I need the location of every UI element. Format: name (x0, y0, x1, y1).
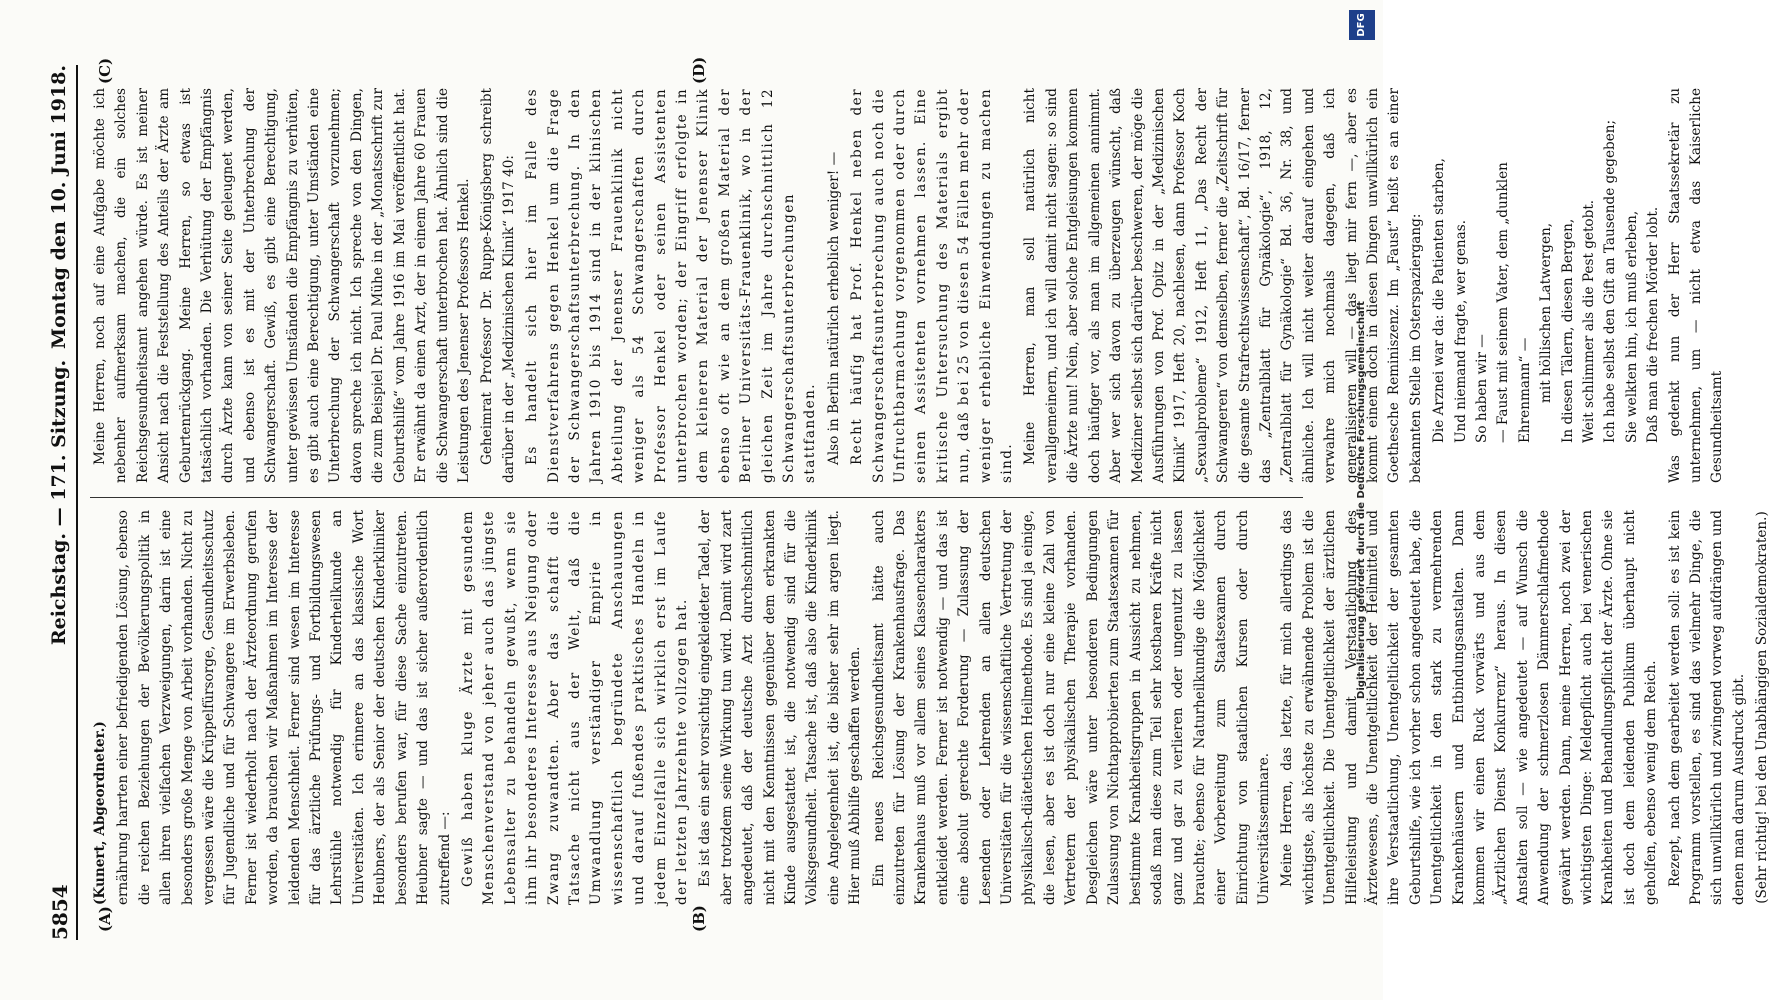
right-column (90, 88, 1726, 483)
margin-marker-a: (A) (96, 906, 114, 932)
poem-line: Weit schlimmer als die Pest getobt. (1581, 199, 1598, 443)
quote-paragraph: Es handelt sich hier im Falle des Dienstverfahrens gegen Henkel um die Frage der Schwangerschaftsunterbrechung. In den Jahren 1910 bis 1914 sind in der klinischen Abteilung der Jenenser Frauenklinik nicht weniger als 54 Schwangerschaften durch Professor Henkel oder seinen Assistenten unterbrochen worden; der Eingriff erfolgte in dem kleineren Material der Jenenser Klinik ebenso oft wie an dem großen Material der Berliner Universitäts-Frauenklinik, wo in der gleichen Zeit im Jahre durchschnittlich 12 Schwangerschaftsunterbrechungen stattfanden. (524, 88, 819, 483)
digitization-credit: Digitalisierung gefördert durch die Deutsche Forschungsgemeinschaft (1356, 301, 1367, 699)
page-number: 5854 (48, 884, 72, 940)
margin-marker-b: (B) (690, 905, 708, 932)
paragraph: Also in Berlin natürlich erheblich weniger! — (825, 151, 842, 465)
poem-line: mit höllischen Latwergen, (1538, 222, 1555, 403)
quote-paragraph: Recht häufig hat Prof. Henkel neben der Schwangerschaftsunterbrechung auch noch die Unfruchtbarmachung vorgenommen oder durch seinen Assistenten vornehmen lassen. Eine kritische Untersuchung des Materials ergibt nun, daß bei 25 von diesen 54 Fällen mehr oder weniger erhebliche Einwendungen zu machen sind. (849, 88, 1016, 483)
poem-line: Und niemand fragte, wer genas. (1452, 219, 1469, 443)
margin-marker-c: (C) (96, 57, 114, 84)
paragraph: Geheimrat Professor Dr. Ruppe-Königsberg schreibt darüber in der „Medizinischen Klinik“ 1917 40: (479, 88, 517, 483)
speaker-name: (Kunert, Abgeordneter.) (92, 721, 108, 905)
paragraph: Es ist das ein sehr vorsichtig eingekleideter Tadel, der aber trotzdem seine Wirkung tun wird. Damit wird zart angedeutet, daß der deutsche Arzt durchschnittlich nicht mit den Kenntnissen gegenüber dem erkrankten Kinde ausgestattet ist, die notwendig sind für die Volksgesundheit. Tatsache ist, daß also die Kinderklinik eine Angelegenheit ist, die bisher sehr im argen liegt. Hier muß Abhilfe geschaffen werden. (697, 510, 864, 905)
poem-line: Daß man die frechen Mörder lobt. (1645, 206, 1662, 443)
margin-marker-d: (D) (690, 56, 708, 84)
paragraph: Meine Herren, noch auf eine Aufgabe möchte ich nebenher aufmerksam machen, die ein solches Reichsgesundheitsamt angehen würde. Es ist meiner Ansicht nach die Feststellung des Anteils der Ärzte am Geburtenrückgang. Meine Herren, so etwas ist tatsächlich vorhanden. Die Verhütung der Empfängnis durch Ärzte kann von seiner Seite geleugnet werden, und ebenso ist es mit der Unterbrechung der Schwangerschaft. Gewiß, es gibt eine Berechtigung, unter gewissen Umständen die Empfängnis zu verhüten, es gibt auch eine Berechtigung, unter Umständen eine Unterbrechung der Schwangerschaft vorzunehmen; davon spreche ich nicht. Ich spreche von den Dingen, die zum Beispiel Dr. Paul Mühe in der „Monatsschrift zur Geburtshilfe“ vom Jahre 1916 im Mai veröffentlicht hat. Er erwähnt da einen Arzt, der in einem Jahre 60 Frauen die Schwangerschaft unterbrochen hat. Ähnlich sind die Leistungen des Jenenser Professors Henkel. (92, 88, 472, 483)
poem-line: Die Arznei war da: die Patienten starben, (1431, 158, 1448, 443)
session-title: Reichstag. — 171. Sitzung. (48, 359, 70, 646)
paragraph: Ein neues Reichsgesundheitsamt hätte auch einzutreten für Lösung der Krankenhausfrage. Das Krankenhaus muß vor allem seines Klassencharakters entkleidet werden. Ferner ist notwendig — und das ist eine absolut gerechte Forderung — Zulassung der Lesenden oder Lehrenden an allen deutschen Universitäten für die wissenschaftliche Vertretung der physikalisch-diätetischen Heilmethode. Es sind ja einige, die lesen, aber es ist doch nur eine kleine Zahl von Vertretern der physikalischen Therapie vorhanden. Desgleichen wäre unter besonderen Bedingungen Zulassung von Nichtapprobierten zum Staatsexamen für bestimmte Krankheitsgruppen in Aussicht zu nehmen, sodaß man diese zum Teil sehr kostbaren Kräfte nicht ganz und gar zu verlieren oder ungenutzt zu lassen brauchte; ebenso für Naturheilkundige die Möglichkeit einer Vorbereitung zum Staatsexamen durch Einrichtung von staatlichen Kursen oder durch Universitätsseminare. (870, 510, 1272, 905)
session-date: Montag den 10. Juni 1918. (48, 65, 70, 349)
poem-line: — Faust mit seinem Vater, dem „dunklen Ehrenmann“ — (1495, 162, 1533, 443)
poem-line: So haben wir — (1474, 334, 1490, 443)
poem-line: Ich habe selbst den Gift an Tausende gegeben; (1602, 119, 1619, 443)
quote-paragraph: Gewiß haben kluge Ärzte mit gesundem Menschenverstand von jeher auch das jüngste Lebensalter zu behandeln gewußt, wenn sie ihm ihr besonderes Interesse aus Neigung oder Zwang zuwandten. Aber das schafft die Tatsache nicht aus der Welt, daß die Umwandlung verständiger Empirie in wissenschaftlich begründete Anschauungen und darauf fußendes praktisches Handeln in jedem Einzelfalle sich wirklich erst im Laufe der letzten Jahrzehnte vollzogen hat. (459, 510, 690, 905)
page-header (40, 65, 78, 940)
applause-note: (Sehr richtig! bei den Unabhängigen Sozialdemokraten.) (1754, 511, 1771, 904)
dfg-logo: DFG (1349, 10, 1375, 40)
column-divider (90, 497, 1303, 498)
paragraph: Was gedenkt nun der Herr Staatssekretär zu unternehmen, um — nicht etwa das Kaiserliche Gesundheitsamt (1666, 88, 1726, 483)
left-column (90, 510, 1771, 905)
paragraph: ernährung harrten einer befriedigenden Lösung, ebenso die reichen Beziehungen der Bevölkerungspolitik in allen ihren vielfachen Verzweigungen, darin ist eine besonders große Menge von Arbeit vorhanden. Nicht zu vergessen wäre die Krüppelfürsorge, Gesundheitsschutz für Jugendliche und für Schwangere im Erwerbsleben. Ferner ist wiederholt nach der Ärzteordnung gerufen worden, da brauchen wir Maßnahmen im Interesse der leidenden Menschheit. Ferner sind wesen im Interesse für das ärztliche Prüfungs- und Fortbildungswesen Lehrstühle notwendig für Kinderheilkunde an Universitäten. Ich erinnere an das klassische Wort Heubners, der als Senior der deutschen Kinderkliniker besonders berufen war, für diese Sache einzutreten. Heubner sagte — und das ist sicher außerordentlich zutreffend —: (115, 510, 453, 905)
poem-line: Sie welkten hin, ich muß erleben, (1623, 210, 1640, 443)
poem-line: In diesen Tälern, diesen Bergen, (1559, 218, 1576, 443)
paragraph: Meine Herren, das letzte, für mich allerdings das wichtigste, als höchste zu erwähnende Problem ist die Unentgeltlichkeit. Die Unentgeltlichkeit der ärztlichen Hilfeleistung und damit Verstaatlichung des Ärztewesens, die Unentgeltlichkeit der Heilmittel und ihre Verstaatlichung, Unentgeltlichkeit der gesamten Geburtshilfe, wie ich vorher schon angedeutet habe, die Unentgeltlichkeit in den stark zu vermehrenden Krankenhäusern und Entbindungsanstalten. Dann kommen wir einen Ruck vorwärts und aus dem „Ärztlichen Dienst Konkurrenz“ heraus. In diesen Anstalten soll — wie angedeutet — auf Wunsch die Anwendung der schmerzlosen Dämmerschlafmethode gewährt werden. Dann, meine Herren, noch zwei der wichtigsten Dinge: Meldepflicht auch bei venerischen Krankheiten und Behandlungspflicht der Ärzte. Ohne sie ist doch dem leidenden Publikum überhaupt nicht geholfen, ebenso wenig dem Reich. (1279, 510, 1660, 905)
paragraph: Rezept, nach dem gearbeitet werden soll: es ist kein Programm vorstellen, es sind das vielmehr Dinge, die sich unwillkürlich und zwingend vorweg aufdrängen und denen man darum Ausdruck gibt. (1666, 510, 1747, 905)
paragraph: Meine Herren, man soll natürlich nicht verallgemeinern, und ich will damit nicht sagen: so sind die Ärzte nun! Nein, aber solche Entgleisungen kommen doch häufiger vor, als man im allgemeinen annimmt. Aber wer sich davon zu überzeugen wünscht, daß Mediziner selbst sich darüber beschweren, der möge die Ausführungen von Prof. Opitz in der „Medizinischen Klinik“ 1917, Heft 20, nachlesen, dann Professor Koch „Sexualprobleme“ 1912, Heft 11, „Das Recht der Schwangeren“ von demselben, ferner die „Zeitschrift für die gesamte Strafrechtswissenschaft“, Bd. 16/17, ferner das „Zentralblatt für Gynäkologie“, 1918, 12, „Zentralblatt für Gynäkologie“ Bd. 36, Nr. 38, und ähnliche. Ich will nicht weiter darauf eingehen und verwahre mich nochmals dagegen, daß ich generalisieren will — das liegt mir fern —, aber es kommt einem doch in diesen Dingen unwillkürlich ein Goethesche Reminiszenz. Im „Faust“ heißt es an einer bekannten Stelle im Osterspaziergang: (1022, 88, 1424, 483)
